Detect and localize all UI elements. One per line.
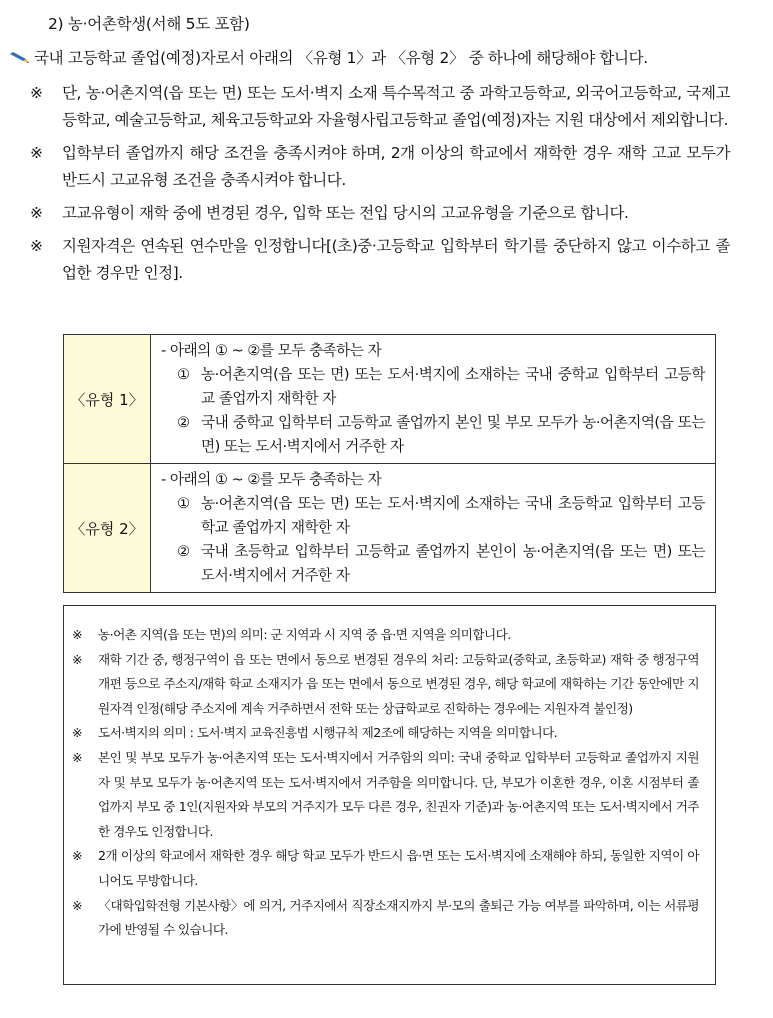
note-marker: ※ <box>72 725 83 741</box>
notes-list <box>30 80 730 293</box>
note-marker: ※ <box>72 651 83 667</box>
note-marker: ※ <box>30 144 43 162</box>
type-description <box>151 464 716 593</box>
box-note-text: 2개 이상의 학교에서 재학한 경우 해당 학교 모두가 반드시 읍·면 또는 도서·벽지에 소재해야 하되, 동일한 지역이 아니어도 무방합니다. <box>98 848 699 888</box>
box-note-text: 농·어촌 지역(읍 또는 면)의 의미: 군 지역과 시 지역 중 읍·면 지역을 의미합니다. <box>98 627 511 642</box>
note-item <box>30 233 730 287</box>
type-condition <box>161 411 705 459</box>
type-lead: - 아래의 ① ~ ②를 모두 충족하는 자 <box>161 471 382 488</box>
type-table <box>63 334 716 593</box>
condition-number: ② <box>177 414 190 431</box>
condition-number: ① <box>177 495 190 512</box>
note-marker: ※ <box>72 897 83 913</box>
note-text: 고교유형이 재학 중에 변경된 경우, 입학 또는 전입 당시의 고교유형을 기준으로 합니다. <box>62 204 629 222</box>
type-row <box>64 464 716 593</box>
type-condition <box>161 363 705 411</box>
condition-text: 농·어촌지역(읍 또는 면) 또는 도서·벽지에 소재하는 국내 초등학교 입학부터 고등학교 졸업까지 재학한 자 <box>201 495 705 536</box>
condition-text: 농·어촌지역(읍 또는 면) 또는 도서·벽지에 소재하는 국내 중학교 입학부터 고등학교 졸업까지 재학한 자 <box>201 366 705 407</box>
note-text: 단, 농·어촌지역(읍 또는 면) 또는 도서·벽지 소재 특수목적고 중 과학고등학교, 외국어고등학교, 국제고등학교, 예술고등학교, 체육고등학교와 자율형사립고등학교 졸업(예정)자는 지원 대상에서 제외합니다. <box>62 84 730 129</box>
type-description <box>151 335 716 464</box>
type-label: 〈유형 1〉 <box>64 335 151 464</box>
note-marker: ※ <box>72 749 83 765</box>
box-note <box>72 844 699 893</box>
section-title: 2) 농·어촌학생(서해 5도 포함) <box>48 15 250 33</box>
intro-text: 국내 고등학교 졸업(예정)자로서 아래의 〈유형 1〉과 〈유형 2〉 중 하나에 해당해야 합니다. <box>34 49 648 67</box>
box-note <box>72 894 699 943</box>
box-note-text: 본인 및 부모 모두가 농·어촌지역 또는 도서·벽지에서 거주함의 의미: 국내 중학교 입학부터 고등학교 졸업까지 지원자 및 부모 모두가 농·어촌지역 또는 도서·벽지에서 거주함을 의미합니다. 단, 부모가 이혼한 경우, 이혼 시점부터 졸업까지 부모 중 1인(지원자와 부모의 거주지가 모두 다른 경우, 친권자 기준)과 농·어촌지역 또는 도서·벽지에서 거주한 경우도 인정합니다. <box>98 749 699 839</box>
box-note-text: 〈대학입학전형 기본사항〉에 의거, 거주지에서 직장소재지까지 부·모의 출퇴근 가능 여부를 파악하며, 이는 서류평가에 반영될 수 있습니다. <box>98 897 699 938</box>
pencil-icon <box>10 52 30 64</box>
type-lead: - 아래의 ① ~ ②를 모두 충족하는 자 <box>161 342 382 359</box>
note-text: 입학부터 졸업까지 해당 조건을 충족시켜야 하며, 2개 이상의 학교에서 재학한 경우 재학 고교 모두가 반드시 고교유형 조건을 충족시켜야 합니다. <box>62 144 730 189</box>
condition-number: ② <box>177 543 190 560</box>
box-note <box>72 746 699 844</box>
condition-number: ① <box>177 366 190 383</box>
box-note-text: 재학 기간 중, 행정구역이 읍 또는 면에서 동으로 변경된 경우의 처리: 고등학교(중학교, 초등학교) 재학 중 행정구역 개편 등으로 주소지/재학 학교 소재지가 읍 또는 면에서 동으로 변경된 경우, 해당 학교에 재학하는 기간 동안에만 지원자격 인정(해당 주소지에 계속 거주하면서 전학 또는 상급학교로 진학하는 경우에는 지원자격 불인정) <box>98 651 699 716</box>
type-condition <box>161 540 705 588</box>
note-marker: ※ <box>30 204 43 222</box>
note-item <box>30 200 730 227</box>
type-label: 〈유형 2〉 <box>64 464 151 593</box>
condition-text: 국내 중학교 입학부터 고등학교 졸업까지 본인 및 부모 모두가 농·어촌지역(읍 또는 면) 또는 도서·벽지에서 거주한 자 <box>201 414 705 455</box>
box-note <box>72 721 699 746</box>
box-note <box>72 623 699 648</box>
note-text: 지원자격은 연속된 연수만을 인정합니다[(초)중·고등학교 입학부터 학기를 중단하지 않고 이수하고 졸업한 경우만 인정]. <box>62 237 730 282</box>
box-note-text: 도서·벽지의 의미 : 도서·벽지 교육진흥법 시행규칙 제2조에 해당하는 지역을 의미합니다. <box>98 725 558 741</box>
type-row <box>64 335 716 464</box>
type-condition <box>161 492 705 540</box>
notice-box <box>63 605 716 985</box>
note-item <box>30 140 730 194</box>
note-marker: ※ <box>30 237 43 255</box>
box-note <box>72 648 699 722</box>
note-marker: ※ <box>30 84 43 102</box>
condition-text: 국내 초등학교 입학부터 고등학교 졸업까지 본인이 농·어촌지역(읍 또는 면) 또는 도서·벽지에서 거주한 자 <box>201 543 705 584</box>
note-item <box>30 80 730 134</box>
note-marker: ※ <box>72 848 83 864</box>
note-marker: ※ <box>72 627 83 642</box>
